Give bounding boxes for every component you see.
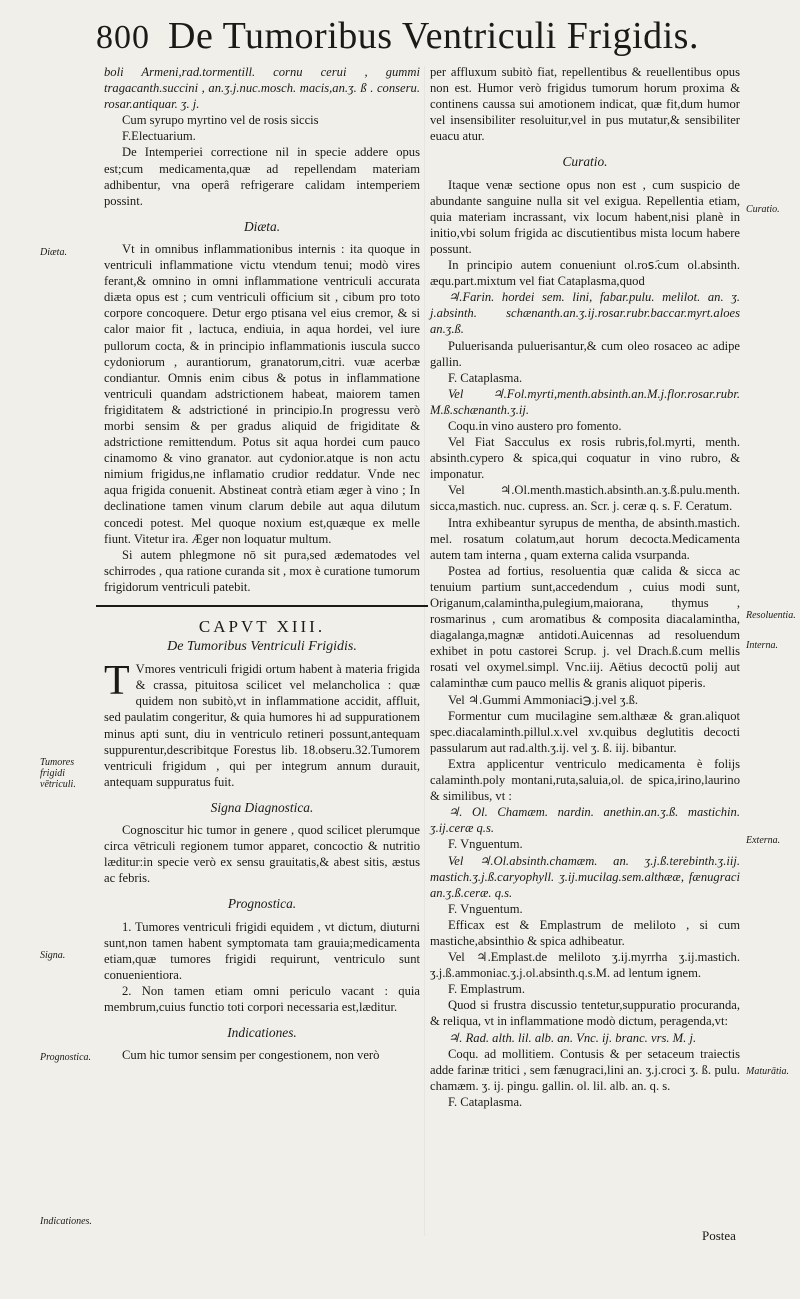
paragraph bbox=[104, 658, 420, 790]
paragraph: F. Cataplasma. bbox=[448, 1094, 523, 1109]
section-heading-signa: Signa Diagnostica. bbox=[210, 799, 314, 815]
paragraph: Formentur cum mucilagine sem.althææ & gran.aliquot spec.diacalaminth.pillul.x.vel xv.quibus deglutitis decocti passularum aut rad.alth.ʒ.ij. vel ʒ. ß. iij. bibantur. bbox=[430, 708, 740, 755]
paragraph: Coqu.in vino austero pro fomento. bbox=[448, 418, 622, 433]
paragraph: 1. Tumores ventriculi frigidi equidem , vt dictum, diuturni sunt,non tamen habent symptomata tam grauia;medicamenta etiam,quæ tumores frigidi requirunt, ventriculo sunt conuenientiora. bbox=[104, 919, 420, 982]
paragraph: F. Vnguentum. bbox=[448, 837, 523, 852]
recipe: ♃. Rad. alth. lil. alb. an. Vnc. ij. branc. vrs. M. j. bbox=[448, 1030, 697, 1045]
paragraph: Efficax est & Emplastrum de meliloto , si cum mastiche,absinthio & spica adhibeatur. bbox=[430, 917, 740, 948]
paragraph: Vt in omnibus inflammationibus internis : ita quoque in ventriculi inflammatione victu vtendum tenui; modò vires ferant,& omnino in omni inflammatione ventriculi accurata diæta opus est ; cum ventriculi officium sit , cibum pro toto corpore concoquere. Detur ergo ptisana vel eius cremor, & si calor maior fit , lactuca, endiuia, in aqua hordei, vel iure pullorum cocta, & in principio inflammationis iuscula succo cydoniorum , aurantiorum, granatorum,citri. vuæ acerbæ condiantur. Omnis enim cibus & potus in inflammatione ventriculi quandam adstrictionem habeat, maiorem tamen frigiditatem & adstrictioné in principio.In progressu verò morbi sensim & per gradus aliquid de frigiditate & adstrictione remittendum. Potus sit aqua hordei cum pauco cinamomo & vino granator. aut cydonior.atque is non actu nimium frigidus,ne inflamatio crudior reddatur. Vnde nec aqua frigida conuenit. Abstineat contrà etiam æger à vino ; In declinatione tamen vinum clarum debile aut aqua dilutum concedi potest. Mel quoque noxium est,quæque ex melle fiunt. Vitetur ira. Æger non loquatur multum. bbox=[104, 241, 420, 546]
margin-note-prognostica: Prognostica. bbox=[40, 1052, 92, 1063]
section-heading-curatio: Curatio. bbox=[562, 154, 608, 170]
chapter-divider bbox=[96, 605, 428, 607]
margin-note-curatio: Curatio. bbox=[746, 204, 780, 215]
margin-note-indicationes: Indicationes. bbox=[40, 1216, 92, 1227]
paragraph-text: Vmores ventriculi frigidi ortum habent à materia frigida & crassa, pituitosa scilicet vel melancholica : quæ quidem non subitò,vt in inflammatione accidit, affluit, sed paulatim congeritur, & quia humores hi ad suppurationem minus apti sunt, diu in ventriculo retineri possunt,antequam suppurentur,describitque Forestus lib. 18.obseru.32.Tumorem ventriculi frigidum , qui per integrum annum durauit, antequam suppuratus fuit. bbox=[104, 662, 420, 789]
paragraph: Itaque venæ sectione opus non est , cum suspicio de abundante sanguine nulla sit vel exigua. Repellentia etiam, quia materiam incrassant, vix locum habent,nisi planè in initio,vbi solum frigida ac discutientibus mista locum habere possunt. bbox=[430, 177, 740, 256]
margin-note-tumores: Tumores frigidi vētriculi. bbox=[40, 757, 76, 790]
margin-note-diaeta: Diæta. bbox=[40, 247, 67, 258]
margin-note-signa: Signa. bbox=[40, 950, 66, 961]
catchword: Postea bbox=[702, 1228, 736, 1243]
page-header bbox=[96, 14, 708, 64]
paragraph: Quod si frustra discussio tentetur,suppuratio procuranda, & reliqua, vt in inflammatione modò dictum, peragenda,vt: bbox=[430, 998, 740, 1029]
paragraph: Cum hic tumor sensim per congestionem, non verò bbox=[122, 1048, 380, 1063]
chapter-title: CAPVT XIII. bbox=[198, 617, 326, 636]
paragraph: Coqu. ad mollitiem. Contusis & per setaceum traiectis adde farinæ tritici , sem fænugraci,lini an. ʒ.j.croci ʒ. ß. pulu. chamæm. ʒ. ij. pingu. gallin. ol. lil. alb. an. q. s. bbox=[430, 1046, 740, 1093]
right-column bbox=[430, 64, 740, 1110]
paragraph: De Intemperiei correctione nil in specie addere opus est;cum medicamenta,quæ ad repellendam materiam adhibentur, vna operâ refrigerare calidam intemperiem possint. bbox=[104, 145, 420, 208]
chapter-subtitle: De Tumoribus Ventriculi Frigidis. bbox=[167, 639, 357, 655]
section-heading-indicationes: Indicationes. bbox=[227, 1025, 297, 1041]
paragraph: F. Cataplasma. bbox=[448, 370, 523, 385]
paragraph: 2. Non tamen etiam omni periculo vacant : quia membrum,cuius functio toti corpori necessaria est,læditur. bbox=[104, 983, 420, 1014]
drop-cap: T bbox=[104, 658, 130, 705]
running-title: De Tumoribus Ventriculi Frigidis. bbox=[168, 15, 699, 57]
recipe: Vel ♃.Emplast.de meliloto ʒ.ij.myrrha ʒ.ij.mastich. ʒ.j.ß.ammoniac.ʒ.j.ol.absinth.q.s.M. ad lentum ignem. bbox=[430, 950, 740, 981]
paragraph: Si autem phlegmone nō sit pura,sed ædematodes vel schirrodes , qua ratione curanda sit , mox è curatione tumorum frigidorum ventriculi patebit. bbox=[104, 547, 420, 594]
paragraph: per affluxum subitò fiat, repellentibus & reuellentibus opus non est. Humor verò frigidus tumorum horum proxima & continens caussa sui amotionem indicat, quæ fit,dum humor vel insensibiliter resoluitur,vel in pus mutatur,& sensibiliter euacu atur. bbox=[430, 65, 740, 144]
paragraph: F. Vnguentum. bbox=[448, 901, 523, 916]
paragraph: F. Emplastrum. bbox=[448, 982, 526, 997]
paragraph: F.Electuarium. bbox=[122, 129, 196, 144]
paragraph: Cum syrupo myrtino vel de rosis siccis bbox=[122, 113, 319, 128]
paragraph: Intra exhibeantur syrupus de mentha, de absinth.mastich. mel. rosatum colatum,aut horum decocta.Medicamenta autem tam interna , quam externa calida vsurpanda. bbox=[430, 515, 740, 562]
recipe: Vel ♃.Ol.menth.mastich.absinth.an.ʒ.ß.pulu.menth. sicca,mastich. nuc. cupress. an. Scr. j. ceræ q. s. F. Ceratum. bbox=[430, 483, 740, 514]
section-heading-prognostica: Prognostica. bbox=[227, 896, 297, 912]
recipe: Vel ♃.Ol.absinth.chamæm. an. ʒ.j.ß.terebinth.ʒ.iij. mastich.ʒ.j.ß.caryophyll. ʒ.ij.mucilag.sem.althææ, fænugraci an.ʒ.ß.ceræ. q.s. bbox=[430, 853, 740, 900]
column-gutter bbox=[424, 66, 425, 1236]
section-heading-diaeta: Diæta. bbox=[243, 218, 281, 234]
left-column bbox=[104, 64, 420, 1063]
recipe: Vel ♃.Gummi Ammoniaci℈.j.vel ʒ.ß. bbox=[448, 692, 639, 707]
margin-note-resoluentia: Resoluentia. bbox=[746, 610, 796, 621]
paragraph: boli Armeni,rad.tormentill. cornu cerui , gummi tragacanth.succini , an.ʒ.j.nuc.mosch. macis,an.ʒ. ß . conseru. rosar.antiquar. ʒ. j. bbox=[104, 65, 420, 112]
paragraph: Extra applicentur ventriculo medicamenta è folijs calaminth.poly montani,ruta,saluia,ol. de spica,irino,laurino & similibus, vt : bbox=[430, 756, 740, 804]
recipe: ♃.Farin. hordei sem. lini, fabar.pulu. melilot. an. ʒ. j.absinth. schænanth.an.ʒ.ij.rosar.rubr.baccar.myrt.aloes an.ʒ.ß. bbox=[430, 290, 740, 337]
margin-note-externa: Externa. bbox=[746, 835, 781, 846]
paragraph: In principio autem conueniunt ol.rosَ.cum ol.absinth. æqu.part.mixtum vel fiat Cataplasma,quod bbox=[430, 258, 740, 289]
margin-note-interna: Interna. bbox=[746, 640, 778, 651]
margin-note-maturatio: Maturātia. bbox=[746, 1066, 790, 1077]
page-number: 800 bbox=[96, 19, 150, 56]
recipe: ♃. Ol. Chamæm. nardin. anethin.an.ʒ.ß. mastichin. ʒ.ij.ceræ q.s. bbox=[430, 805, 740, 836]
paragraph: Cognoscitur hic tumor in genere , quod scilicet plerumque circa vētriculi regionem tumor apparet, concoctio & nutritio læditur:in specie verò ex sensu grauitatis,& abest sitis, æstus ac febris. bbox=[104, 823, 420, 886]
recipe: Vel ♃.Fol.myrti,menth.absinth.an.M.j.flor.rosar.rubr. M.ß.schænanth.ʒ.ij. bbox=[430, 386, 740, 417]
paragraph: Postea ad fortius, resoluentia quæ calida & sicca ac tenuium partium sunt,accedendum , cuius modi sunt, Origanum,calamintha,pulegium,maiorana, thymus , rosmarinus , cum aromatibus & composita diacalamintha, diagalanga,magnæ antidoti.Auicennas ad resoluendum exhibet in potu castorei Scrup. j. vel Drach.ß.cum mellis rosati vel oxymel.simpl. Vnc.iij. Aëtius decoctū polij aut calaminthæ cum pauco mellis & granis aliquot piperis. bbox=[430, 563, 740, 691]
paragraph: Puluerisanda puluerisantur,& cum oleo rosaceo ac adipe gallin. bbox=[430, 338, 740, 369]
paragraph: Vel Fiat Sacculus ex rosis rubris,fol.myrti, menth. absinth.cypero & spica,qui coquatur in vino rubro, & imponatur. bbox=[430, 435, 740, 482]
